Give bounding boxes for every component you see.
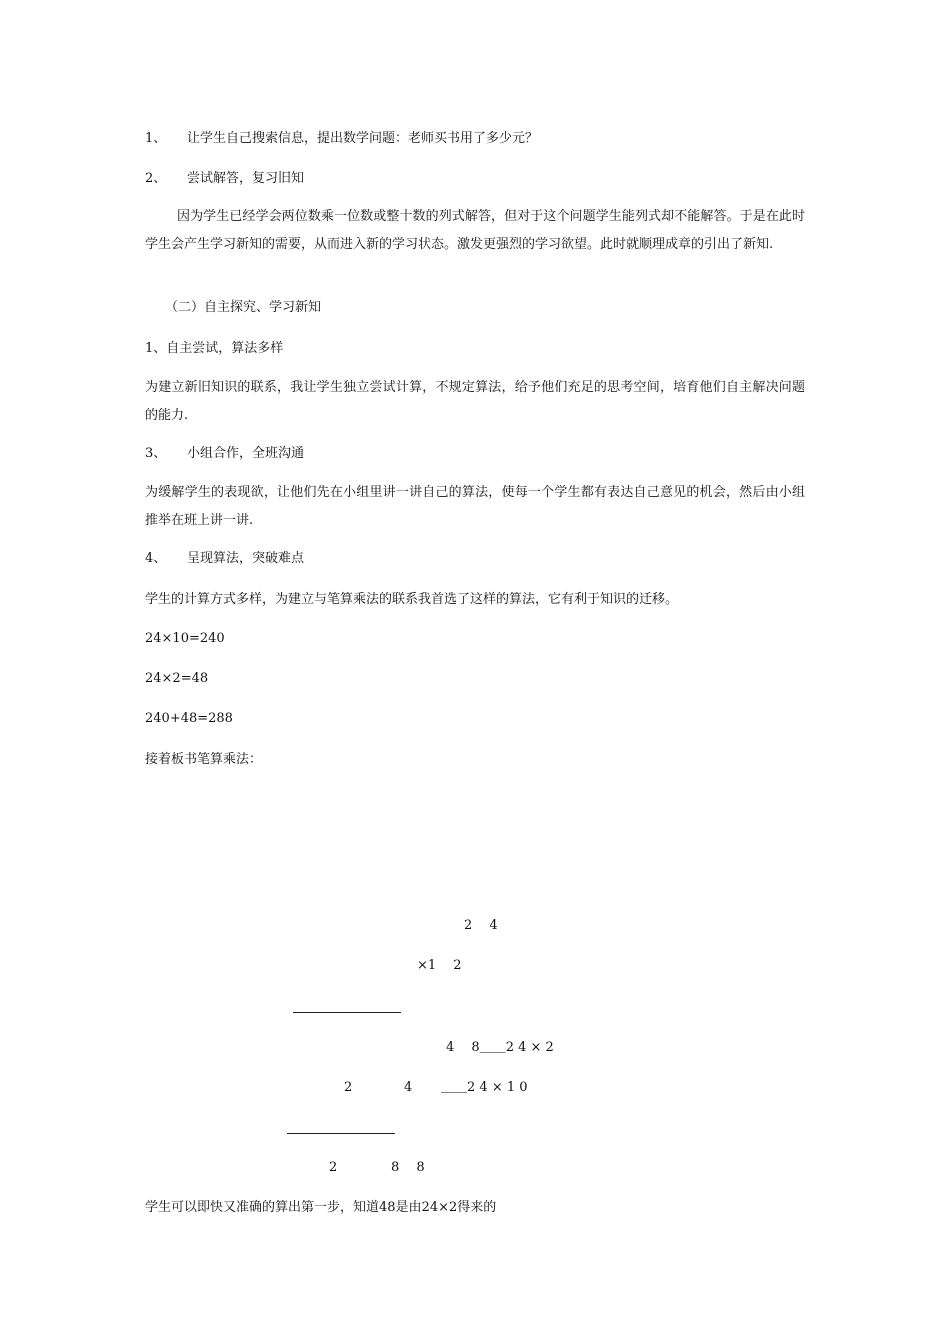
blank-line: ＿＿: [479, 1040, 506, 1055]
list-text: 小组合作，全班沟通: [187, 446, 305, 461]
blank-line: ＿＿: [441, 1080, 468, 1095]
partial-note: 2 4 × 1 0: [467, 1080, 528, 1095]
closing-paragraph: 学生可以即快又准确的算出第一步，知道48是由24×2得来的: [145, 1200, 497, 1215]
board-intro: 接着板书笔算乘法：: [145, 752, 263, 767]
section-heading: （二）自主探究、学习新知: [165, 300, 322, 315]
list-item-2: [145, 171, 304, 187]
list-item-4: [145, 551, 304, 567]
calc-row-multiplicand: 2 4: [464, 918, 498, 933]
calc-row-result-digit-a: 2: [329, 1160, 338, 1175]
paragraph-3: 为缓解学生的表现欲，让他们先在小组里讲一讲自己的算法，使每一个学生都有表达自己意见的机会，然后由小组推举在班上讲一讲.: [145, 485, 805, 528]
calc-row-partial-1: [446, 1040, 554, 1056]
equation-3: 240+48=288: [145, 711, 233, 726]
partial-digits: 4 8: [446, 1040, 480, 1055]
paragraph-1: 因为学生已经学会两位数乘一位数或整十数的列式解答，但对于这个问题学生能列式却不能解答。于是在此时学生会产生学习新知的需要，从而进入新的学习状态。激发更强烈的学习欲望。此时就顺理成章的引出了新知.: [145, 209, 805, 252]
list-text: 呈现算法，突破难点: [187, 551, 305, 566]
calc-divider-2: [287, 1133, 395, 1134]
paragraph-4: 学生的计算方式多样，为建立与笔算乘法的联系我首选了这样的算法，它有利于知识的迁移。: [145, 592, 679, 607]
equation-1: 24×10=240: [145, 631, 225, 646]
list-number: 3、: [145, 446, 167, 461]
calc-row-partial-2-digit-a: 2: [344, 1080, 353, 1095]
calc-row-partial-2-note: [441, 1080, 528, 1096]
sub-heading: 1、自主尝试，算法多样: [145, 341, 284, 356]
list-number: 1、: [145, 131, 167, 146]
list-number: 2、: [145, 171, 167, 186]
list-number: 4、: [145, 551, 167, 566]
calc-row-multiplier: ×1 2: [417, 958, 462, 973]
list-item-3: [145, 446, 304, 462]
equation-2: 24×2=48: [145, 671, 209, 686]
calc-divider-1: [293, 1012, 401, 1013]
paragraph-2: 为建立新旧知识的联系，我让学生独立尝试计算，不规定算法，给予他们充足的思考空间，培育他们自主解决问题的能力.: [145, 380, 805, 423]
list-text: 尝试解答，复习旧知: [187, 171, 305, 186]
calc-row-partial-2-digit-b: 4: [404, 1080, 413, 1095]
list-item-1: [145, 131, 538, 147]
list-text: 让学生自己搜索信息，提出数学问题：老师买书用了多少元？: [187, 131, 539, 146]
calc-row-result-digits: 8 8: [391, 1160, 425, 1175]
partial-note: 2 4 × 2: [505, 1040, 554, 1055]
